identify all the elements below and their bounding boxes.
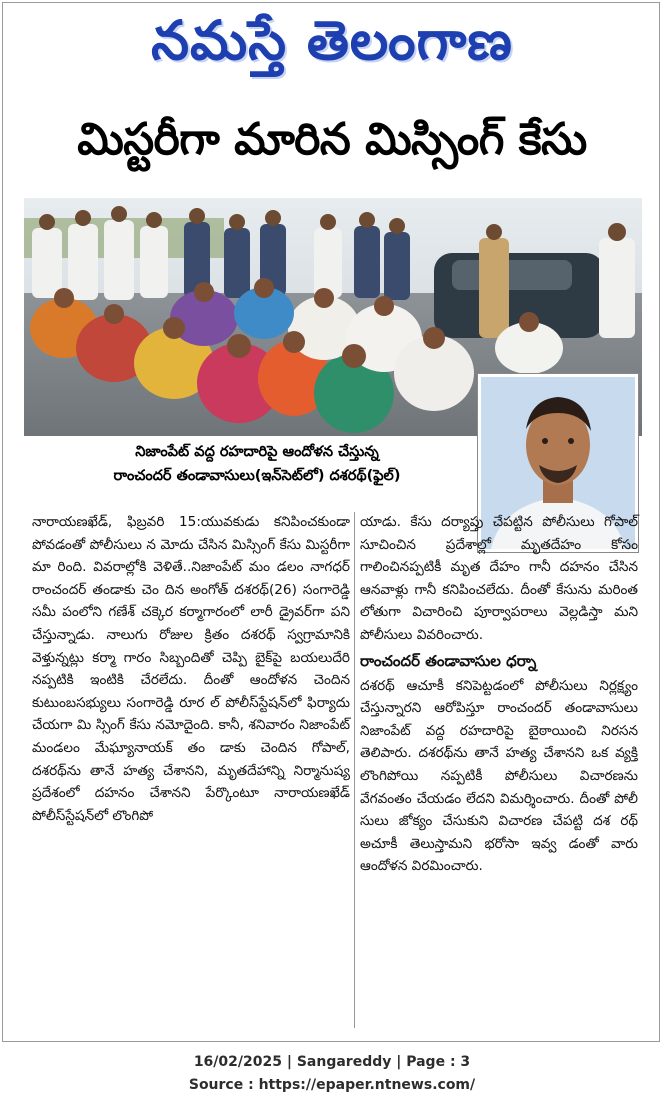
photo-caption: [40, 440, 474, 488]
column-divider: [354, 512, 355, 1028]
photo-caption-line-2: రాంచందర్ తండావాసులు(ఇన్‌సెట్‌లో) దశరథ్(ఫైల్): [113, 468, 401, 484]
right-column-text-a: యాడు. కేసు దర్యాప్తు చేపట్టిన పోలీసులు గోపాల్ సూచించిన ప్రదేశాల్లో మృతదేహం కోసం గాలించినప్పటికీ మృత దేహం గానీ దహనం చేసిన ఆనవాళ్లు గానీ కనిపించలేదు. దీంతో కేసును మరింత లోతుగా విచారించి పూర్వాపరాలు వెల్లడిస్తా మని పోలీసులు వివరించారు.: [360, 514, 638, 643]
newspaper-masthead: నమస్తే తెలంగాణ: [151, 9, 513, 72]
left-column-text: నారాయణఖేడ్, ఫిబ్రవరి 15:యువకుడు కనిపించకుండా పోవడంతో పోలీసులు న మోదు చేసిన మిస్సింగ్ కేసు మిస్టరీగా మా రింది. వివరాల్లోకి వెళితే..నిజాంపేట్ మం డలం నాగధర్ రాంచందర్ తండాకు చెం దిన అంగోత్ దశరథ్(26) సంగారెడ్డి సమీ పంలోని గణేశ్ చక్కెర కర్మాగారంలో లారీ డ్రైవర్‌గా పని చేస్తున్నాడు. నాలుగు రోజుల క్రితం దశరథ్ స్వగ్రామానికి వెళ్తున్నట్లు కర్మా గారం సిబ్బందితో చెప్పి బైక్‌పై బయలుదేరి నప్పటికి ఇంటికి చేరలేదు. దీంతో ఆందోళన చెందిన కుటుంబసభ్యులు సంగారెడ్డి రూర ల్ పోలీస్‌స్టేషన్‌లో ఫిర్యాదు చేయగా మి స్సింగ్ కేసు నమోదైంది. కానీ, శనివారం నిజాంపేట్ మండలం మేఘ్యానాయక్ తం డాకు చెందిన గోపాల్, దశరథ్‌ను తానే హత్య చేశానని, మృతదేహాన్ని నిర్మానుష్య ప్రదేశంలో దహనం చేశానని పేర్కొంటూ నారాయణఖేడ్ పోలీస్‌స్టేషన్‌లో లొంగిపో: [32, 514, 350, 824]
footer-source: Source : https://epaper.ntnews.com/: [188, 1077, 476, 1093]
article-left-column: [32, 511, 350, 827]
article-subheading: రాంచందర్ తండావాసుల ధర్నా: [360, 651, 537, 670]
footer-dateline: 16/02/2025 | Sangareddy | Page : 3: [193, 1054, 471, 1070]
photo-caption-line-1: నిజాంపేట్ వద్ద రహదారిపై ఆందోళన చేస్తున్న: [135, 444, 379, 460]
article-right-column: [360, 511, 638, 878]
right-column-text-b: దశరథ్ ఆచూకీ కనిపెట్టడంలో పోలీసులు నిర్లక్ష్యం చేస్తున్నారని ఆరోపిస్తూ రాంచందర్ తండావాసులు నిజాంపేట్ వద్ద రహదారిపై బైఠాయించి నిరసన తెలిపారు. దశరథ్‌ను తానే హత్య చేశానని ఒక వ్యక్తి లొంగిపోయి నప్పటికీ పోలీసులు విచారణను వేగవంతం చేయడం లేదని విమర్శించారు. దీంతో పోలీ సులు జోక్యం చేసుకుని విచారణ చేపట్టి దశ రథ్ అచూకీ తెలుస్తామని భరోసా ఇవ్వ డంతో వారు ఆందోళన విరమించారు.: [360, 677, 638, 875]
article-headline: మిస్టరీగా మారిన మిస్సింగ్ కేసు: [77, 114, 587, 165]
